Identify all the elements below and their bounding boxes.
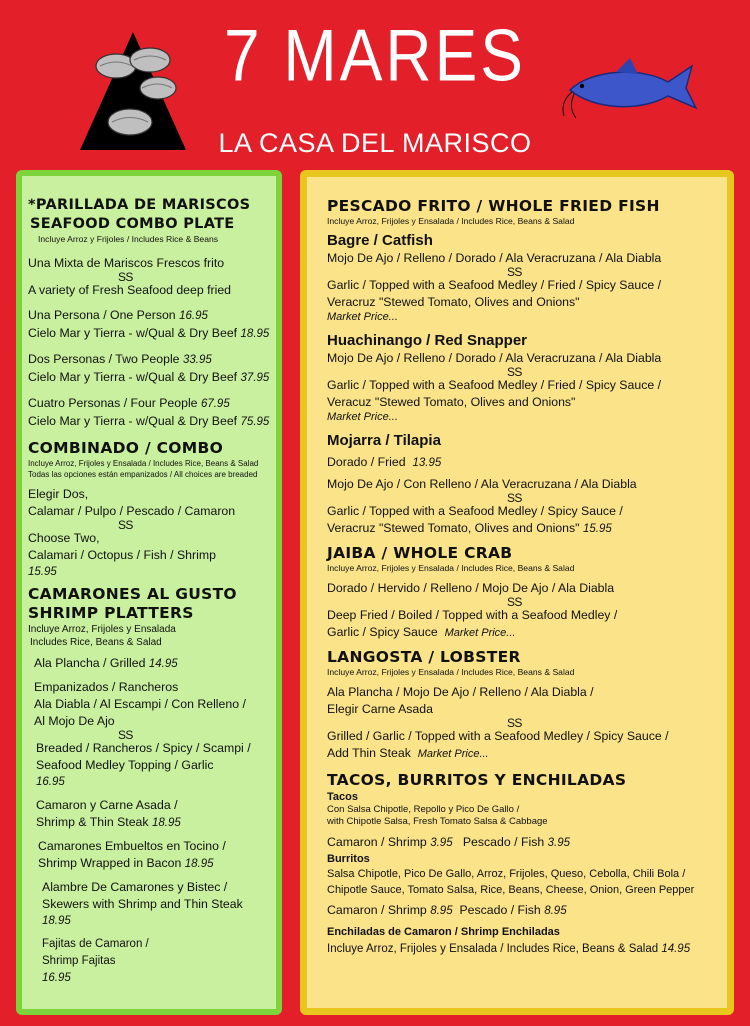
menu-item: Dorado / Fried 13.95: [327, 455, 442, 469]
divider-icon: S S: [507, 595, 521, 609]
menu-item: Incluye Arroz, Frijoles y Ensalada / Includes Rice, Beans & Salad 14.95: [327, 943, 691, 955]
price: 15.95: [582, 523, 612, 535]
price: 15.95: [28, 566, 57, 578]
parillada-title-en: SEAFOOD COMBO PLATE: [30, 216, 235, 232]
menu-item-line: Ala Diabla / Al Escampi / Con Relleno /: [34, 697, 246, 711]
divider-icon: S S: [507, 716, 521, 730]
parillada-note: Incluye Arroz y Frijoles / Includes Rice & Beans: [38, 234, 219, 244]
langosta-title: LANGOSTA / LOBSTER: [327, 648, 521, 666]
menu-item: Cuatro Personas / Four People 67.95: [28, 396, 230, 410]
menu-item-line: Al Mojo De Ajo: [34, 714, 115, 728]
menu-item-line: Camarones Embueltos en Tocino /: [38, 839, 226, 853]
price: 3.95: [547, 837, 570, 849]
menu-item-line: Camaron y Carne Asada /: [36, 798, 178, 812]
tacos-heading: Tacos: [327, 791, 358, 803]
menu-item-line: Mojo De Ajo / Relleno / Dorado / Ala Veracruzana / Ala Diabla: [327, 351, 662, 365]
tacos-note: Con Salsa Chipotle, Repollo y Pico De Gallo /: [327, 804, 520, 815]
menu-item-line: Dorado / Hervido / Relleno / Mojo De Ajo / Ala Diabla: [327, 581, 615, 595]
price: 13.95: [412, 457, 442, 469]
menu-item: Ala Plancha / Grilled 14.95: [34, 656, 178, 670]
combo-options-en: Calamari / Octopus / Fish / Shrimp: [28, 548, 216, 562]
menu-item-line: Garlic / Topped with a Seafood Medley / Fried / Spicy Sauce /: [327, 378, 662, 392]
langosta-note: Incluye Arroz, Frijoles y Ensalada / Includes Rice, Beans & Salad: [327, 667, 575, 677]
restaurant-tagline: LA CASA DEL MARISCO: [218, 128, 532, 158]
restaurant-name: 7 MARES: [224, 13, 526, 97]
price: 16.95: [42, 972, 71, 984]
menu-item-line: Mojo De Ajo / Con Relleno / Ala Veracruzana / Ala Diabla: [327, 477, 637, 491]
menu-item-line: Seafood Medley Topping / Garlic: [36, 758, 214, 772]
price: 37.95: [240, 372, 270, 384]
tacos-title: TACOS, BURRITOS Y ENCHILADAS: [327, 771, 627, 789]
menu-item: Cielo Mar y Tierra - w/Qual & Dry Beef 37.95: [28, 370, 270, 384]
catfish-icon: [560, 52, 700, 122]
enchiladas-heading: Enchiladas de Camaron / Shrimp Enchiladas: [327, 926, 560, 938]
menu-item: Add Thin Steak Market Price...: [327, 746, 489, 760]
price: 18.95: [184, 858, 214, 870]
divider-icon: S S: [118, 728, 132, 742]
right-menu-panel: [300, 170, 734, 1015]
combo-options-es: Calamar / Pulpo / Pescado / Camaron: [28, 504, 236, 518]
menu-item-line: Ala Plancha / Mojo De Ajo / Relleno / Ala Diabla /: [327, 685, 594, 699]
combo-choose-es: Elegir Dos,: [28, 487, 89, 501]
bagre-title: Bagre / Catfish: [327, 232, 433, 249]
menu-item-line: Grilled / Garlic / Topped with a Seafood Medley / Spicy Sauce /: [327, 729, 669, 743]
price: 8.95: [430, 905, 453, 917]
divider-icon: S S: [118, 270, 132, 284]
menu-item-line: Garlic / Topped with a Seafood Medley / Spicy Sauce /: [327, 504, 623, 518]
menu-item: Shrimp Wrapped in Bacon 18.95: [38, 856, 214, 870]
left-menu-panel: [16, 170, 282, 1015]
parillada-desc-es: Una Mixta de Mariscos Frescos frito: [28, 256, 225, 270]
price: 14.95: [661, 943, 691, 955]
price: 67.95: [200, 398, 230, 410]
jaiba-note: Incluye Arroz, Frijoles y Ensalada / Includes Rice, Beans & Salad: [327, 563, 575, 573]
parillada-title: *PARILLADA DE MARISCOS: [28, 197, 251, 213]
menu-item: Una Persona / One Person 16.95: [28, 308, 208, 322]
menu-item-line: Deep Fried / Boiled / Topped with a Seafood Medley /: [327, 608, 618, 622]
burritos-heading: Burritos: [327, 853, 370, 865]
menu-item: Camaron / Shrimp 3.95 Pescado / Fish 3.95: [327, 835, 570, 849]
divider-icon: S S: [507, 365, 521, 379]
combo-choose-en: Choose Two,: [28, 531, 100, 545]
pescado-note: Incluye Arroz, Frijoles y Ensalada / Includes Rice, Beans & Salad: [327, 216, 575, 226]
mojarra-title: Mojarra / Tilapia: [327, 432, 441, 449]
price: 18.95: [240, 328, 270, 340]
menu-item: Garlic / Spicy Sauce Market Price...: [327, 625, 516, 639]
price: 3.95: [430, 837, 453, 849]
price: 33.95: [182, 354, 212, 366]
divider-icon: S S: [507, 491, 521, 505]
market-price: Market Price...: [327, 311, 398, 323]
menu-item-line: Breaded / Rancheros / Spicy / Scampi /: [36, 741, 251, 755]
price: 14.95: [148, 658, 178, 670]
menu-item: Cielo Mar y Tierra - w/Qual & Dry Beef 18.95: [28, 326, 270, 340]
menu-item-line: Alambre De Camarones y Bistec /: [42, 880, 228, 894]
combo-note: Incluye Arroz, Frijoles y Ensalada / Includes Rice, Beans & Salad: [28, 459, 259, 468]
menu-item-line: Elegir Carne Asada: [327, 702, 433, 716]
divider-icon: S S: [118, 518, 132, 532]
combo-title: COMBINADO / COMBO: [28, 439, 224, 457]
menu-item-line: Fajitas de Camaron /: [42, 938, 149, 950]
menu-item-line: Mojo De Ajo / Relleno / Dorado / Ala Veracruzana / Ala Diabla: [327, 251, 662, 265]
camarones-title-en: SHRIMP PLATTERS: [28, 604, 194, 622]
menu-item-line: Garlic / Topped with a Seafood Medley / Fried / Spicy Sauce /: [327, 278, 662, 292]
pescado-title: PESCADO FRITO / WHOLE FRIED FISH: [327, 197, 660, 215]
parillada-desc-en: A variety of Fresh Seafood deep fried: [28, 283, 232, 297]
huachinango-title: Huachinango / Red Snapper: [327, 332, 528, 349]
camarones-title: CAMARONES AL GUSTO: [28, 585, 237, 603]
menu-item-line: Shrimp Fajitas: [42, 955, 116, 967]
price: 18.95: [42, 915, 71, 927]
camarones-note-2: Includes Rice, Beans & Salad: [30, 637, 162, 648]
header: [0, 0, 750, 165]
combo-note-2: Todas las opciones están empanizados / All choices are breaded: [28, 470, 258, 479]
menu-item: Shrimp & Thin Steak 18.95: [36, 815, 181, 829]
menu-item: Camaron / Shrimp 8.95 Pescado / Fish 8.95: [327, 903, 567, 917]
market-price: Market Price...: [444, 627, 516, 639]
menu-item-line: Veracruz "Stewed Tomato, Olives and Onions": [327, 295, 580, 309]
camarones-note: Incluye Arroz, Frijoles y Ensalada: [28, 624, 176, 635]
jaiba-title: JAIBA / WHOLE CRAB: [327, 544, 513, 562]
menu-item-line: Skewers with Shrimp and Thin Steak: [42, 897, 243, 911]
tacos-note-2: with Chipotle Salsa, Fresh Tomato Salsa & Cabbage: [327, 816, 548, 827]
burritos-note: Salsa Chipotle, Pico De Gallo, Arroz, Frijoles, Queso, Cebolla, Chili Bola /: [327, 868, 686, 880]
market-price: Market Price...: [327, 411, 398, 423]
burritos-note-2: Chipotle Sauce, Tomato Salsa, Rice, Beans, Cheese, Onion, Green Pepper: [327, 884, 695, 896]
menu-item-line: Empanizados / Rancheros: [34, 680, 179, 694]
divider-icon: S S: [507, 265, 521, 279]
menu-item: Dos Personas / Two People 33.95: [28, 352, 212, 366]
price: 8.95: [544, 905, 567, 917]
menu-item-line: Veracuz "Stewed Tomato, Olives and Onions": [327, 395, 576, 409]
menu-item: Veracruz "Stewed Tomato, Olives and Onions" 15.95: [327, 521, 612, 535]
price: 75.95: [240, 416, 270, 428]
menu-item: Cielo Mar y Tierra - w/Qual & Dry Beef 75.95: [28, 414, 270, 428]
market-price: Market Price...: [417, 748, 489, 760]
price: 18.95: [151, 817, 181, 829]
price: 16.95: [179, 310, 208, 322]
price: 16.95: [36, 776, 65, 788]
